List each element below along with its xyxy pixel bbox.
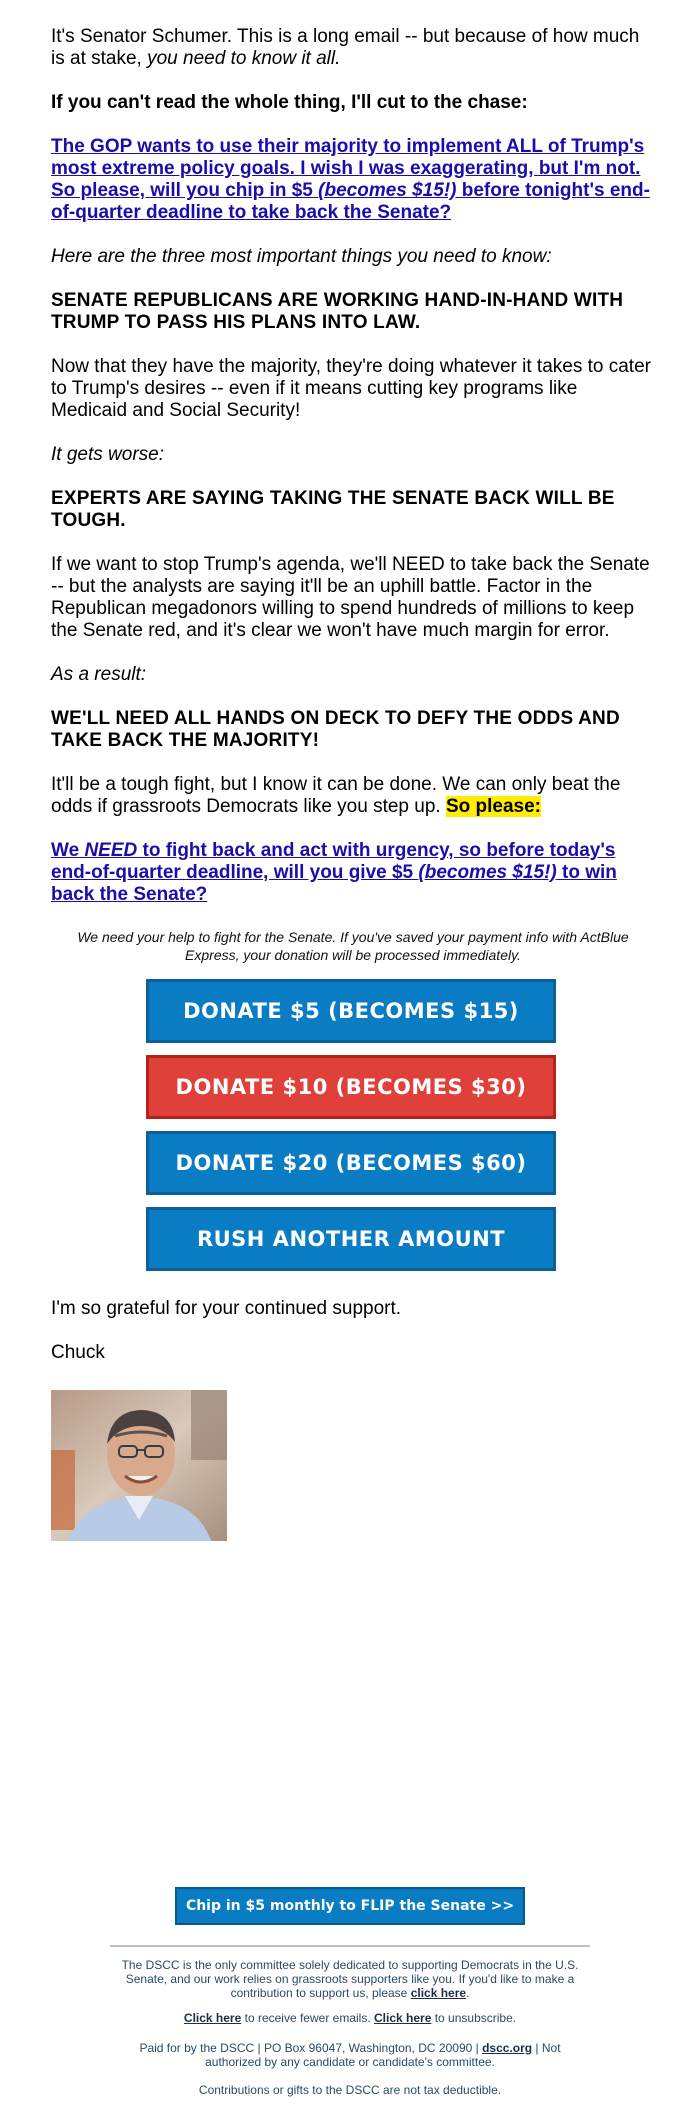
link2-italic: (becomes $15!) <box>418 862 557 883</box>
monthly-donation-button[interactable]: Chip in $5 monthly to FLIP the Senate >> <box>175 1887 525 1925</box>
section1-heading: SENATE REPUBLICANS ARE WORKING HAND-IN-HAND WITH TRUMP TO PASS HIS PLANS INTO LAW. <box>51 290 624 333</box>
link1-end: before tonight's end-of-quarter deadline to take back the Senate? <box>51 180 650 223</box>
footer-about-end: . <box>466 1986 470 2000</box>
senator-portrait-image <box>51 1390 227 1541</box>
thanks-line: I'm so grateful for your continued support. <box>51 1298 402 1319</box>
fewer-emails-link[interactable]: Click here <box>183 2011 242 2025</box>
closing <box>51 1298 655 1386</box>
link2-text-a: We <box>51 840 85 861</box>
footer-about <box>110 1958 590 2000</box>
donation-link-2[interactable] <box>51 840 617 905</box>
section1-transition: It gets worse: <box>51 444 164 465</box>
dscc-site-link[interactable]: dscc.org <box>482 2041 533 2055</box>
paid-for-text: Paid for by the DSCC | PO Box 96047, Washington, DC 20090 | <box>139 2041 483 2055</box>
section3-text: It'll be a tough fight, but I know it can be done. We can only beat the odds if grassroots Democrats like you step up. <box>51 774 621 817</box>
footer-email-prefs <box>110 2011 590 2025</box>
chase-line: If you can't read the whole thing, I'll cut to the chase: <box>51 92 528 113</box>
section3-body <box>51 774 655 818</box>
footer-divider <box>110 1945 590 1947</box>
fewer-emails-text: to receive fewer emails. <box>241 2011 374 2025</box>
intro-text: It's Senator Schumer. This is a long email -- but because of how much is at stake, <box>51 26 640 69</box>
section1-body: Now that they have the majority, they're doing whatever it takes to cater to Trump's desires -- even if it means cutting key programs like Medicaid and Social Security! <box>51 356 651 421</box>
footer-paid-for <box>110 2041 590 2069</box>
donation-link-1[interactable] <box>51 136 650 223</box>
section2-transition: As a result: <box>51 664 147 685</box>
section2-heading: EXPERTS ARE SAYING TAKING THE SENATE BACK WILL BE TOUGH. <box>51 488 615 531</box>
actblue-note: We need your help to fight for the Senate. If you've saved your payment info with ActBlue Express, your donation will be processed immediately. <box>77 929 629 963</box>
footer-tax-note: Contributions or gifts to the DSCC are not tax deductible. <box>198 2083 502 2097</box>
contribute-link[interactable]: click here <box>410 1986 467 2000</box>
unsubscribe-text: to unsubscribe. <box>431 2011 517 2025</box>
footer-about-text: The DSCC is the only committee solely dedicated to supporting Democrats in the U.S. Senate, and our work relies on grassroots supporters like you. If you'd like to make a contribution to support us, please <box>121 1958 579 2000</box>
intro-paragraph <box>51 26 655 70</box>
signature: Chuck <box>51 1342 105 1363</box>
paid-for-end: | Not authorized by any candidate or candidate's committee. <box>205 2041 561 2069</box>
link1-italic: (becomes $15!) <box>318 180 457 201</box>
three-things-line: Here are the three most important things you need to know: <box>51 246 552 267</box>
section2-body: If we want to stop Trump's agenda, we'll NEED to take back the Senate -- but the analysts are saying it'll be an uphill battle. Factor in the Republican megadonors willing to spend hundreds of millions to keep the Senate red, and it's clear we won't have much margin for error. <box>51 554 650 641</box>
link2-end: to win back the Senate? <box>51 862 617 905</box>
email-body <box>51 26 655 964</box>
intro-italic: you need to know it all. <box>147 48 341 69</box>
donate-10-button[interactable]: DONATE $10 (BECOMES $30) <box>146 1055 556 1119</box>
donation-link-paragraph-1 <box>51 136 655 224</box>
donation-link-paragraph-2 <box>51 840 655 906</box>
link1-text: The GOP wants to use their majority to implement ALL of Trump's most extreme policy goals. I wish I was exaggerating, but I'm not. So please, will you chip in $5 <box>51 136 645 201</box>
link2-need: NEED <box>84 840 138 861</box>
so-please-highlight: So please: <box>445 796 542 817</box>
donate-5-button[interactable]: DONATE $5 (BECOMES $15) <box>146 979 556 1043</box>
unsubscribe-link[interactable]: Click here <box>374 2011 432 2025</box>
other-amount-button[interactable]: RUSH ANOTHER AMOUNT <box>146 1207 556 1271</box>
senator-photo <box>51 1390 227 1541</box>
section3-heading: WE'LL NEED ALL HANDS ON DECK TO DEFY THE ODDS AND TAKE BACK THE MAJORITY! <box>51 708 620 751</box>
link2-text-c: to fight back and act with urgency, so before today's end-of-quarter deadline, will you give $5 <box>51 840 616 883</box>
donate-20-button[interactable]: DONATE $20 (BECOMES $60) <box>146 1131 556 1195</box>
